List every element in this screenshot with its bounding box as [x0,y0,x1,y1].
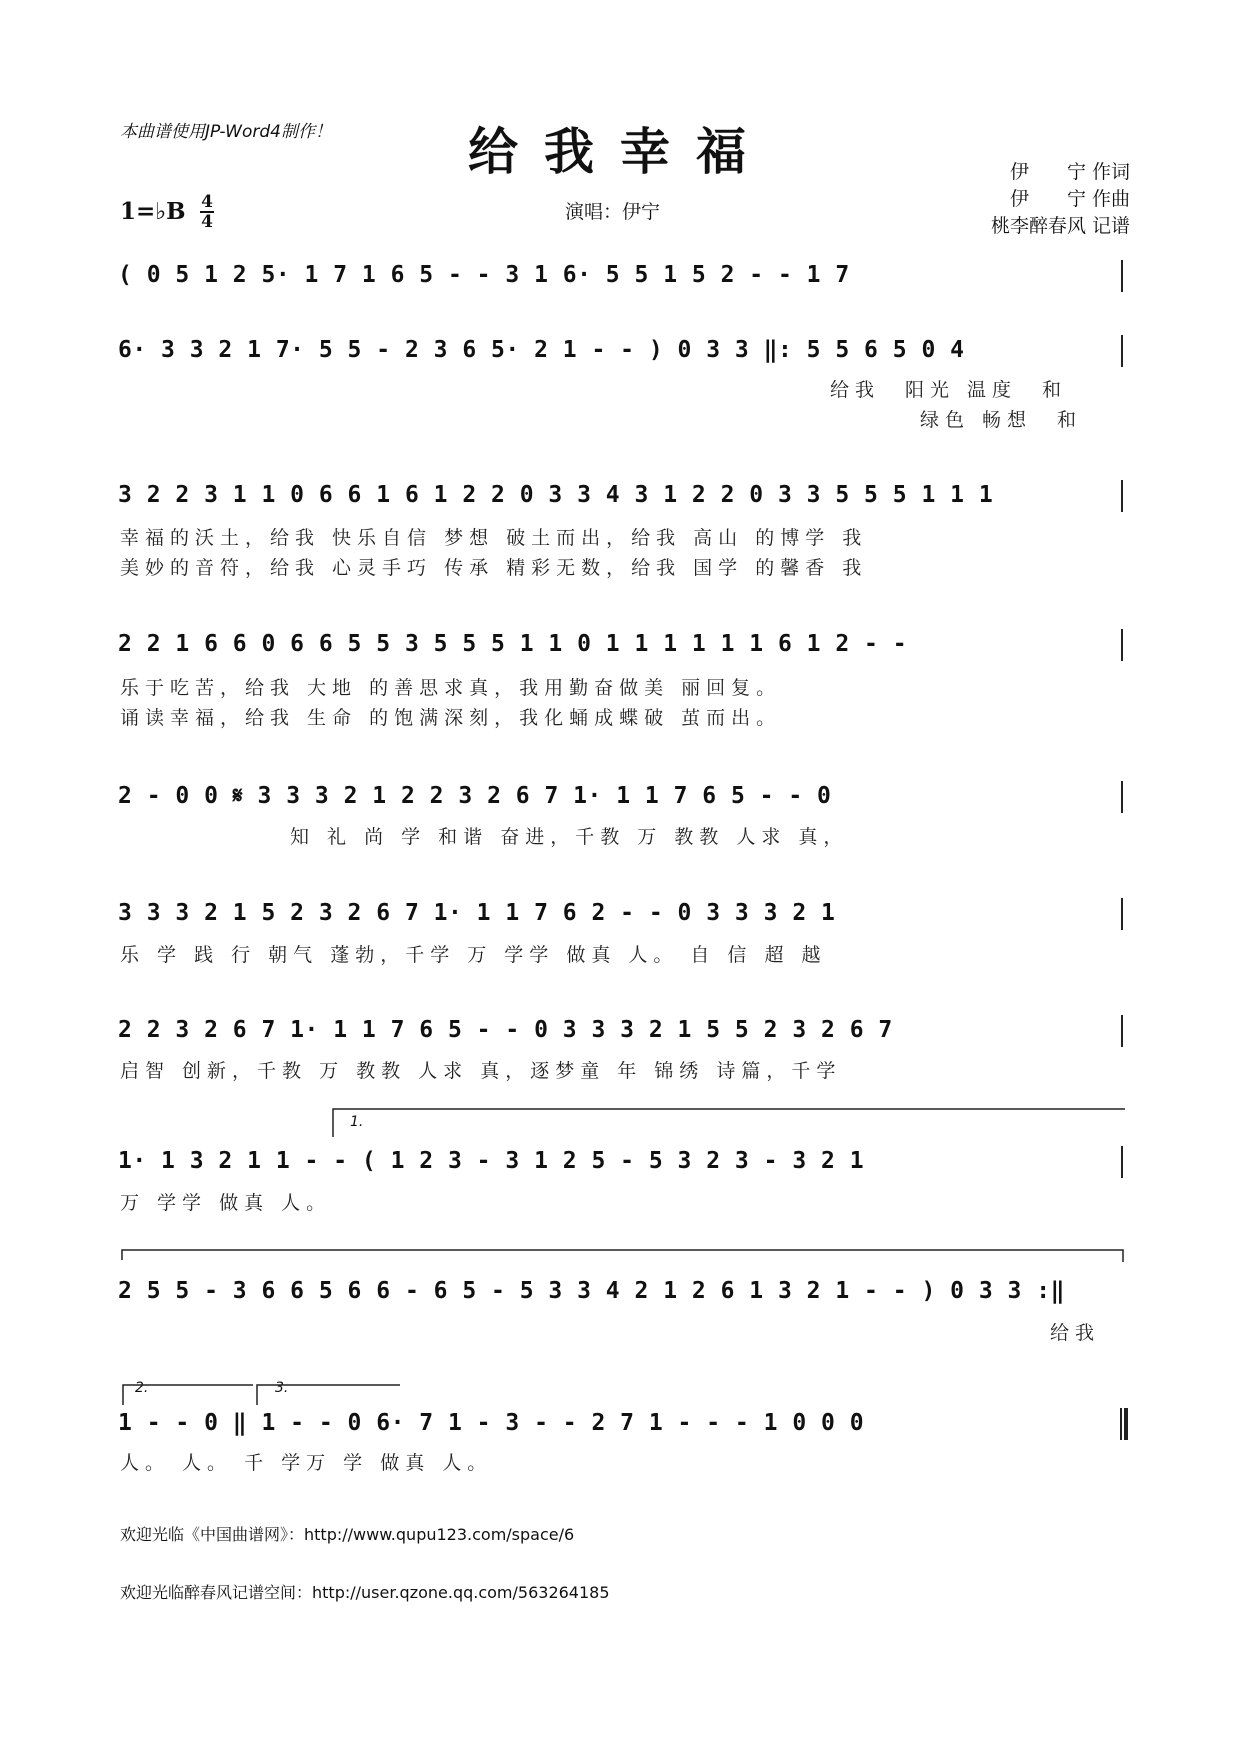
lyric-line: 诵读幸福，给我 生命 的饱满深刻，我化蛹成蝶破 茧而出。 [120,707,782,729]
lyric-line: 给我 [1050,1322,1101,1344]
volta-label: 3. [275,1380,289,1396]
transcriber-credit: 桃李醉春风 记谱 [990,215,1130,237]
score-system-6: 3 3 3 2 1 5 2 3 2 6 7 1· 1 1 7 6 2 - - 0 3 3 3 2 1 [118,900,836,926]
footer-link-2[interactable]: 欢迎光临醉春风记谱空间：http://user.qzone.qq.com/563264185 [120,1583,610,1602]
song-title: 给我幸福 [468,122,772,181]
volta-label: 1. [350,1114,364,1130]
composer-credit: 伊 宁 作曲 [1009,188,1130,210]
lyric-line: 启智 创新，千教 万 教教 人求 真，逐梦童 年 锦绣 诗篇，千学 [120,1060,842,1082]
score-system-4: 2 2 1 6 6 0 6 6 5 5 3 5 5 5 1 1 0 1 1 1 1 1 1 6 1 2 - - [118,631,908,657]
volta-label: 2. [135,1380,149,1396]
score-system-7: 2 2 3 2 6 7 1· 1 1 7 6 5 - - 0 3 3 3 2 1 5 5 2 3 2 6 7 [118,1017,893,1043]
score-system-3: 3 2 2 3 1 1 0 6 6 1 6 1 2 2 0 3 3 4 3 1 2 2 0 3 3 5 5 5 1 1 1 [118,482,994,508]
score-system-8: 1· 1 3 2 1 1 - - ( 1 2 3 - 3 1 2 5 - 5 3 2 3 - 3 2 1 [118,1148,865,1174]
lyric-line: 万 学学 做真 人。 [120,1192,332,1214]
volta-bracket-2 [123,1385,253,1405]
footer-link-1[interactable]: 欢迎光临《中国曲谱网》：http://www.qupu123.com/space/6 [120,1525,575,1544]
repeat-bracket [122,1250,1123,1262]
time-sig-bottom: 4 [201,212,213,232]
lyric-line: 给我 阳光 温度 和 [830,379,1068,401]
volta-bracket-3 [257,1385,400,1405]
lyric-line: 美妙的音符，给我 心灵手巧 传承 精彩无数，给我 国学 的馨香 我 [120,557,868,579]
software-credit: 本曲谱使用JP-Word4制作！ [120,122,332,142]
score-system-2: 6· 3 3 2 1 7· 5 5 - 2 3 6 5· 2 1 - - ) 0 3 3 ‖: 5 5 6 5 0 4 [118,337,965,363]
singer-credit: 演唱：伊宁 [565,201,661,223]
score-system-9: 2 5 5 - 3 6 6 5 6 6 - 6 5 - 5 3 3 4 2 1 2 6 1 3 2 1 - - ) 0 3 3 :‖ [118,1278,1065,1304]
lyric-line: 知 礼 尚 学 和谐 奋进，千教 万 教教 人求 真， [290,826,849,848]
lyric-line: 幸福的沃土，给我 快乐自信 梦想 破土而出，给我 高山 的博学 我 [120,527,868,549]
time-sig-top: 4 [201,192,213,212]
score-system-5: 2 - 0 0 𝄋 3 3 3 2 1 2 2 3 2 6 7 1· 1 1 7 6 5 - - 0 [118,783,832,809]
lyric-line: 绿色 畅想 和 [920,409,1083,431]
key-signature: 1=♭B [120,198,186,225]
volta-bracket-1 [333,1109,1125,1137]
score-system-1: ( 0 5 1 2 5· 1 7 1 6 5 - - 3 1 6· 5 5 1 5 2 - - 1 7 [118,262,850,288]
lyric-line: 人。 人。 千 学万 学 做真 人。 [120,1452,493,1474]
lyric-line: 乐 学 践 行 朝气 蓬勃，千学 万 学学 做真 人。 自 信 超 越 [120,944,827,966]
lyric-line: 乐于吃苦，给我 大地 的善思求真，我用勤奋做美 丽回复。 [120,677,782,699]
lyricist-credit: 伊 宁 作词 [1009,161,1130,183]
score-system-10: 1 - - 0 ‖ 1 - - 0 6· 7 1 - 3 - - 2 7 1 - - - 1 0 0 0 [118,1410,865,1436]
